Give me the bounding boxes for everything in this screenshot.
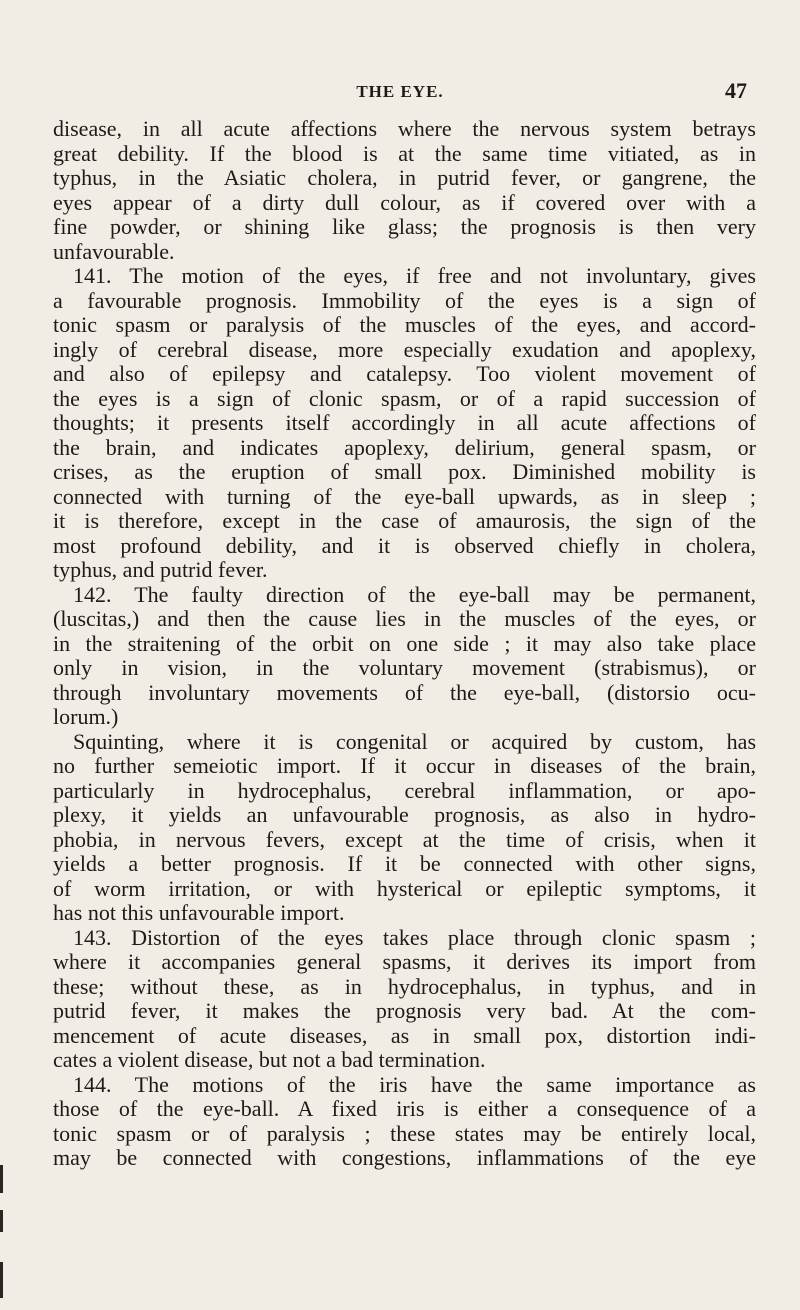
- text-line: the eyes is a sign of clonic spasm, or of a rapid succession of: [53, 385, 756, 411]
- text-line: crises, as the eruption of small pox. Diminished mobility is: [53, 459, 756, 484]
- text-line: only in vision, in the voluntary movement (strabismus), or: [53, 655, 756, 680]
- text-line: it is therefore, except in the case of amaurosis, the sign of the: [53, 508, 756, 533]
- page-number: 47: [725, 78, 747, 103]
- text-line: disease, in all acute affections where the nervous system betrays: [53, 116, 756, 141]
- scan-edge-mark: [0, 1210, 3, 1232]
- text-line: may be connected with congestions, inflammations of the eye: [53, 1145, 756, 1170]
- running-head: [0, 78, 800, 108]
- text-line: unfavourable.: [53, 238, 175, 264]
- text-line: in the straitening of the orbit on one side ; it may also take place: [53, 630, 756, 656]
- text-line: particularly in hydrocephalus, cerebral inflammation, or apo-: [53, 777, 756, 803]
- text-line: typhus, in the Asiatic cholera, in putrid fever, or gangrene, the: [53, 165, 756, 190]
- text-line: those of the eye-ball. A fixed iris is either a consequence of a: [53, 1096, 756, 1121]
- text-line: has not this unfavourable import.: [53, 900, 345, 925]
- text-line: 141. The motion of the eyes, if free and not involuntary, gives: [73, 263, 756, 288]
- text-line: fine powder, or shining like glass; the prognosis is then very: [53, 214, 756, 239]
- text-line: plexy, it yields an unfavourable prognosis, as also in hydro-: [53, 802, 756, 827]
- text-line: a favourable prognosis. Immobility of the eyes is a sign of: [53, 287, 756, 313]
- text-line: 144. The motions of the iris have the same importance as: [73, 1071, 756, 1097]
- text-line: great debility. If the blood is at the same time vitiated, as in: [53, 140, 756, 166]
- scan-edge-mark: [0, 1262, 3, 1298]
- text-line: eyes appear of a dirty dull colour, as if covered over with a: [53, 189, 756, 215]
- text-line: (luscitas,) and then the cause lies in the muscles of the eyes, or: [53, 606, 756, 631]
- text-line: these; without these, as in hydrocephalus, in typhus, and in: [53, 973, 756, 999]
- text-line: through involuntary movements of the eye-ball, (distorsio ocu-: [53, 679, 756, 705]
- text-line: mencement of acute diseases, as in small pox, distortion indi-: [53, 1022, 756, 1048]
- text-line: tonic spasm or of paralysis ; these states may be entirely local,: [53, 1120, 756, 1146]
- text-line: cates a violent disease, but not a bad termination.: [53, 1047, 486, 1072]
- body-text: [53, 117, 756, 1171]
- text-line: typhus, and putrid fever.: [53, 557, 268, 582]
- text-line: no further semeiotic import. If it occur in diseases of the brain,: [53, 753, 756, 778]
- text-line: yields a better prognosis. If it be connected with other signs,: [53, 851, 756, 876]
- running-title: THE EYE.: [356, 82, 444, 101]
- text-line: of worm irritation, or with hysterical or epileptic symptoms, it: [53, 875, 756, 901]
- text-line: ingly of cerebral disease, more especially exudation and apoplexy,: [53, 336, 756, 362]
- text-line: Squinting, where it is congenital or acquired by custom, has: [73, 728, 756, 754]
- text-line: tonic spasm or paralysis of the muscles of the eyes, and accord-: [53, 312, 756, 337]
- text-line: 143. Distortion of the eyes takes place through clonic spasm ;: [73, 924, 756, 950]
- text-line: where it accompanies general spasms, it derives its import from: [53, 949, 756, 974]
- scan-edge-mark: [0, 1165, 3, 1193]
- text-line: lorum.): [53, 704, 119, 729]
- text-line: 142. The faulty direction of the eye-ball may be permanent,: [73, 581, 756, 607]
- text-line: and also of epilepsy and catalepsy. Too violent movement of: [53, 361, 756, 386]
- text-line: most profound debility, and it is observed chiefly in cholera,: [53, 532, 756, 558]
- text-line: putrid fever, it makes the prognosis very bad. At the com-: [53, 998, 756, 1023]
- text-line: connected with turning of the eye-ball upwards, as in sleep ;: [53, 483, 756, 509]
- text-line: the brain, and indicates apoplexy, delirium, general spasm, or: [53, 434, 756, 460]
- text-line: phobia, in nervous fevers, except at the time of crisis, when it: [53, 826, 756, 852]
- text-line: thoughts; it presents itself accordingly in all acute affections of: [53, 410, 756, 435]
